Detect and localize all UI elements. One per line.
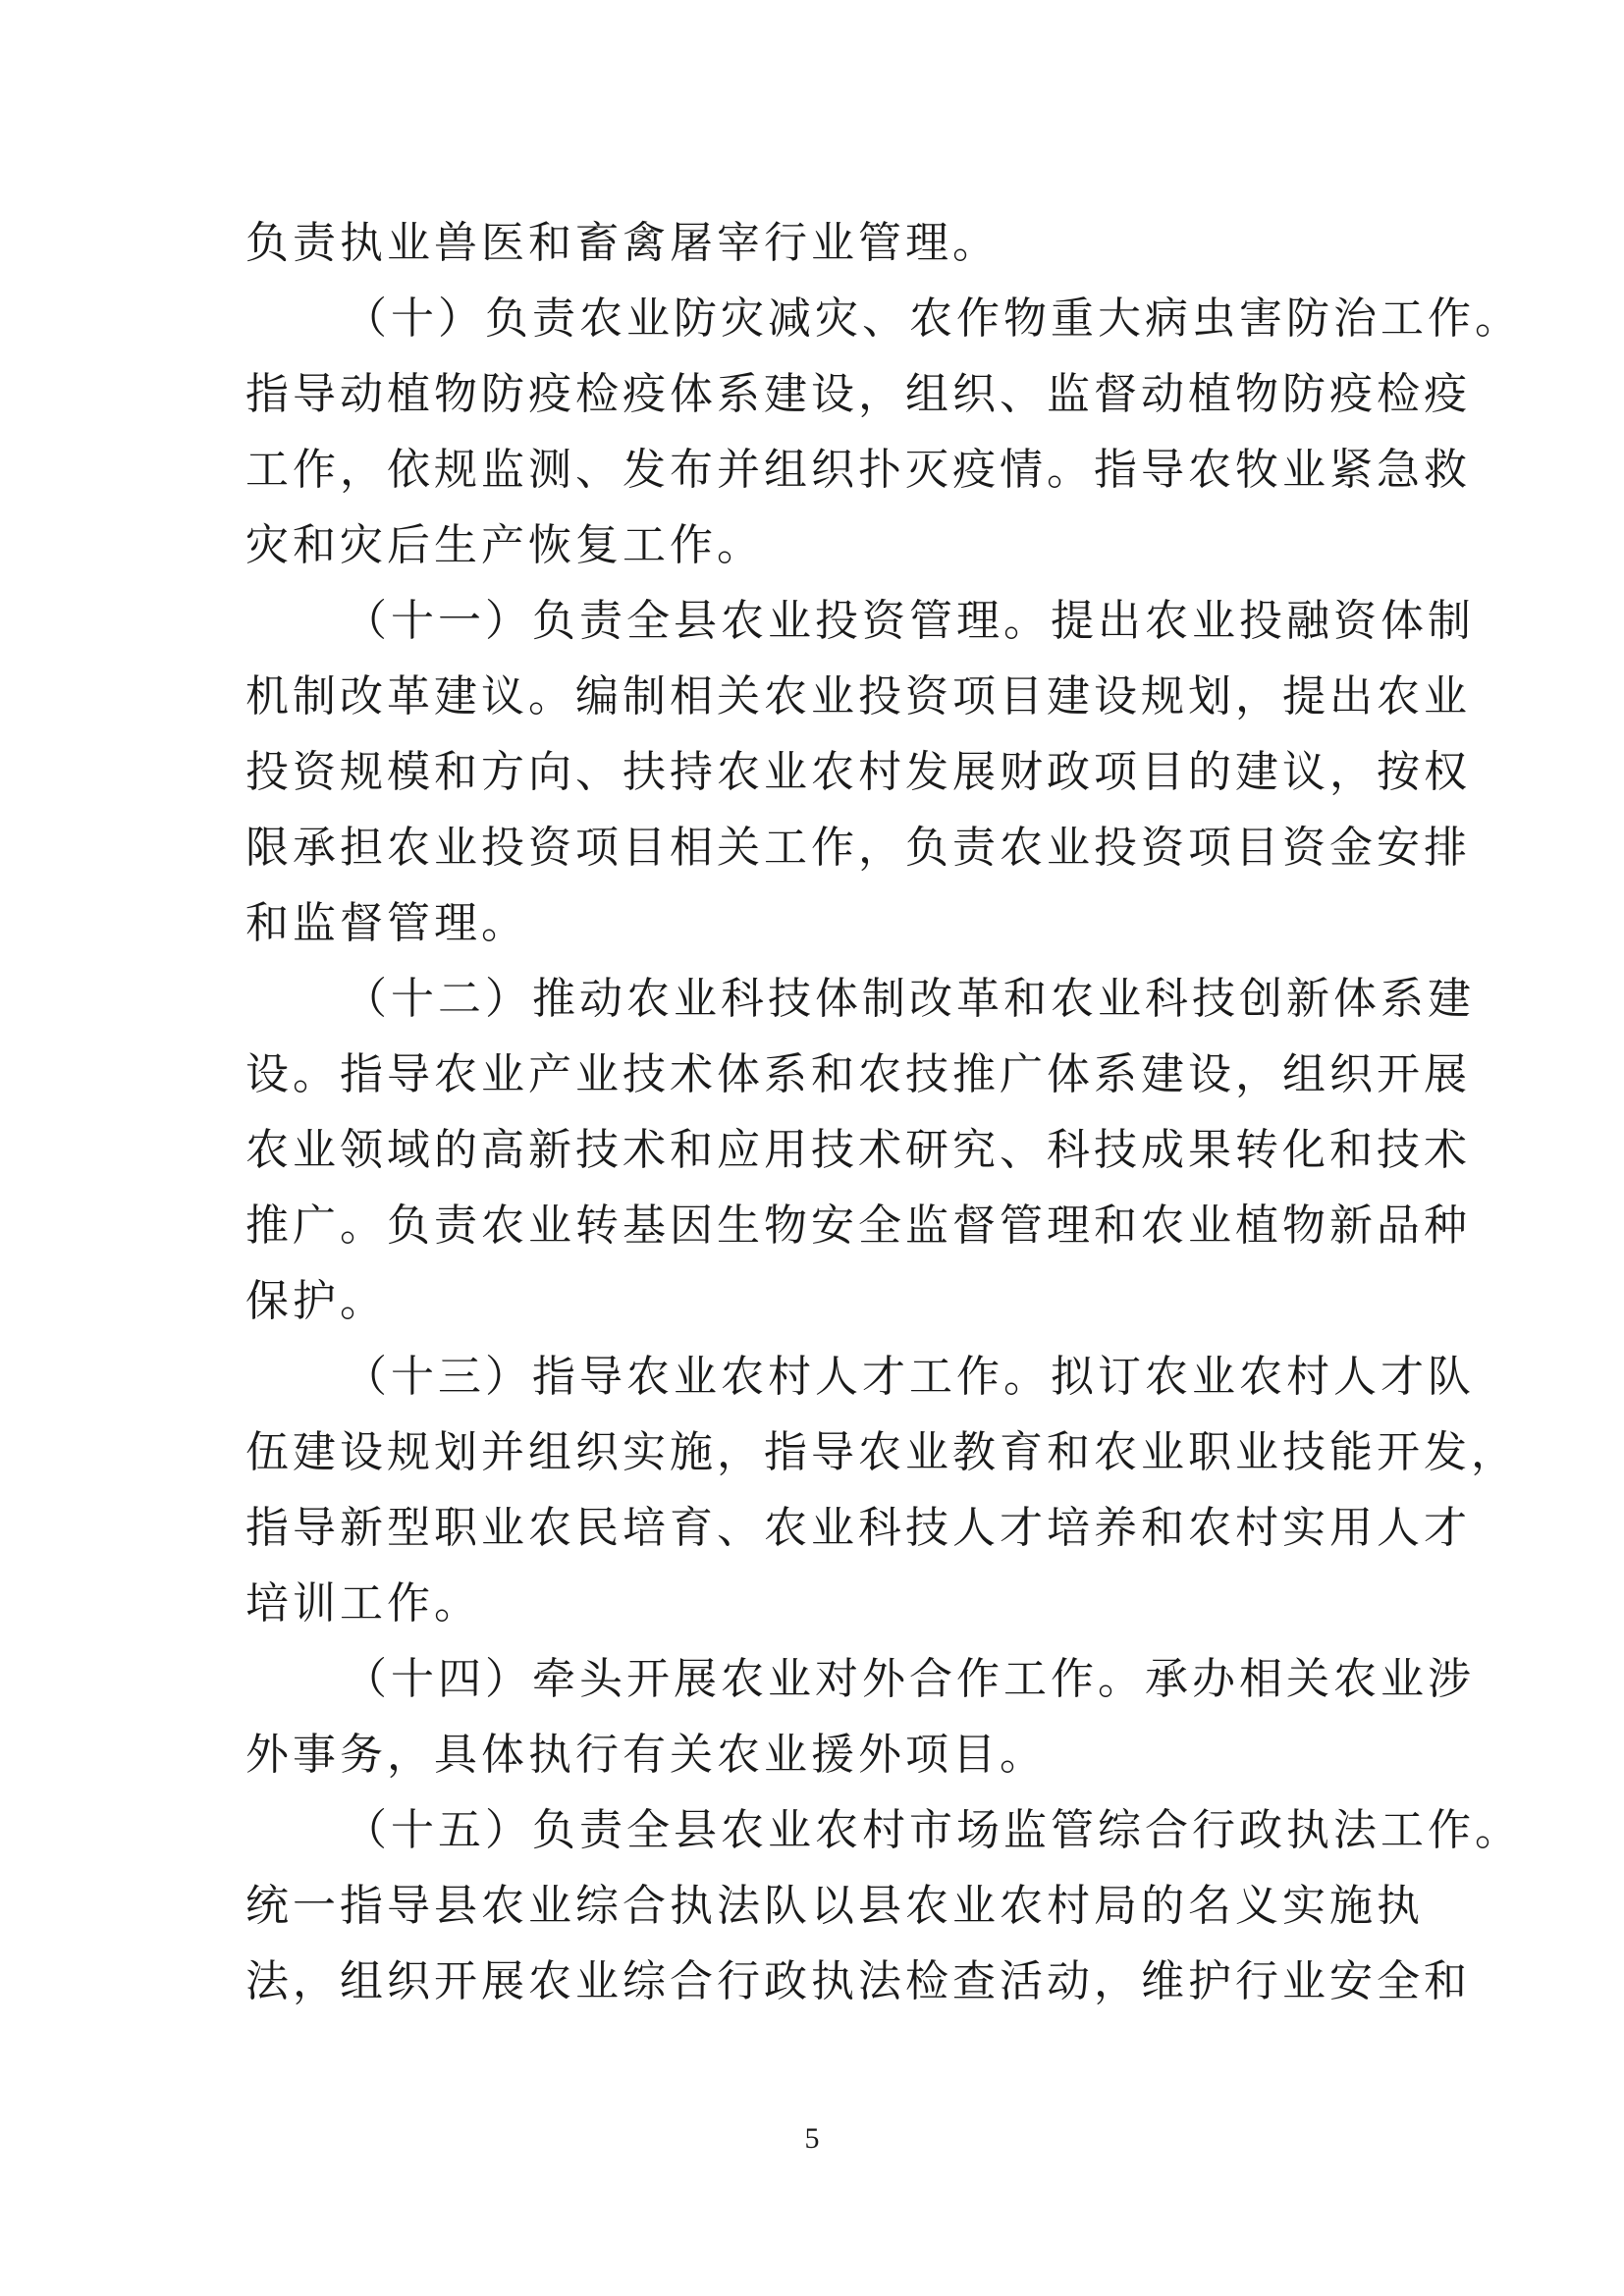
text-line: 伍建设规划并组织实施，指导农业教育和农业职业技能开发，	[245, 1427, 1518, 1477]
text-line: 统一指导县农业综合执法队以县农业农村局的名义实施执	[245, 1881, 1424, 1931]
text-line: 工作，依规监测、发布并组织扑灭疫情。指导农牧业紧急救	[245, 445, 1471, 495]
text-line: （十五）负责全县农业农村市场监管综合行政执法工作。	[344, 1805, 1522, 1855]
text-line: 农业领域的高新技术和应用技术研究、科技成果转化和技术	[245, 1125, 1471, 1175]
text-line: 外事务，具体执行有关农业援外项目。	[245, 1730, 1047, 1780]
text-line: 机制改革建议。编制相关农业投资项目建设规划，提出农业	[245, 671, 1471, 721]
text-line: 指导动植物防疫检疫体系建设，组织、监督动植物防疫检疫	[245, 369, 1471, 419]
text-line: 法，组织开展农业综合行政执法检查活动，维护行业安全和	[245, 1956, 1471, 2006]
text-line: 灾和灾后生产恢复工作。	[245, 520, 764, 570]
text-line: （十）负责农业防灾减灾、农作物重大病虫害防治工作。	[344, 294, 1522, 344]
text-line: （十一）负责全县农业投资管理。提出农业投融资体制	[344, 596, 1475, 646]
text-line: 设。指导农业产业技术体系和农技推广体系建设，组织开展	[245, 1049, 1471, 1099]
page-number: 5	[804, 2122, 820, 2155]
text-line: （十三）指导农业农村人才工作。拟订农业农村人才队	[344, 1352, 1475, 1402]
text-line: （十二）推动农业科技体制改革和农业科技创新体系建	[344, 974, 1475, 1024]
text-line: 投资规模和方向、扶持农业农村发展财政项目的建议，按权	[245, 747, 1471, 797]
text-line: 限承担农业投资项目相关工作，负责农业投资项目资金安排	[245, 823, 1471, 873]
text-line: 培训工作。	[245, 1578, 481, 1629]
text-line: 推广。负责农业转基因生物安全监督管理和农业植物新品种	[245, 1201, 1471, 1251]
text-line: 保护。	[245, 1276, 387, 1326]
text-line: （十四）牵头开展农业对外合作工作。承办相关农业涉	[344, 1654, 1475, 1704]
text-line: 和监督管理。	[245, 898, 528, 948]
text-line: 指导新型职业农民培育、农业科技人才培养和农村实用人才	[245, 1503, 1471, 1553]
text-line: 负责执业兽医和畜禽屠宰行业管理。	[245, 218, 1000, 268]
